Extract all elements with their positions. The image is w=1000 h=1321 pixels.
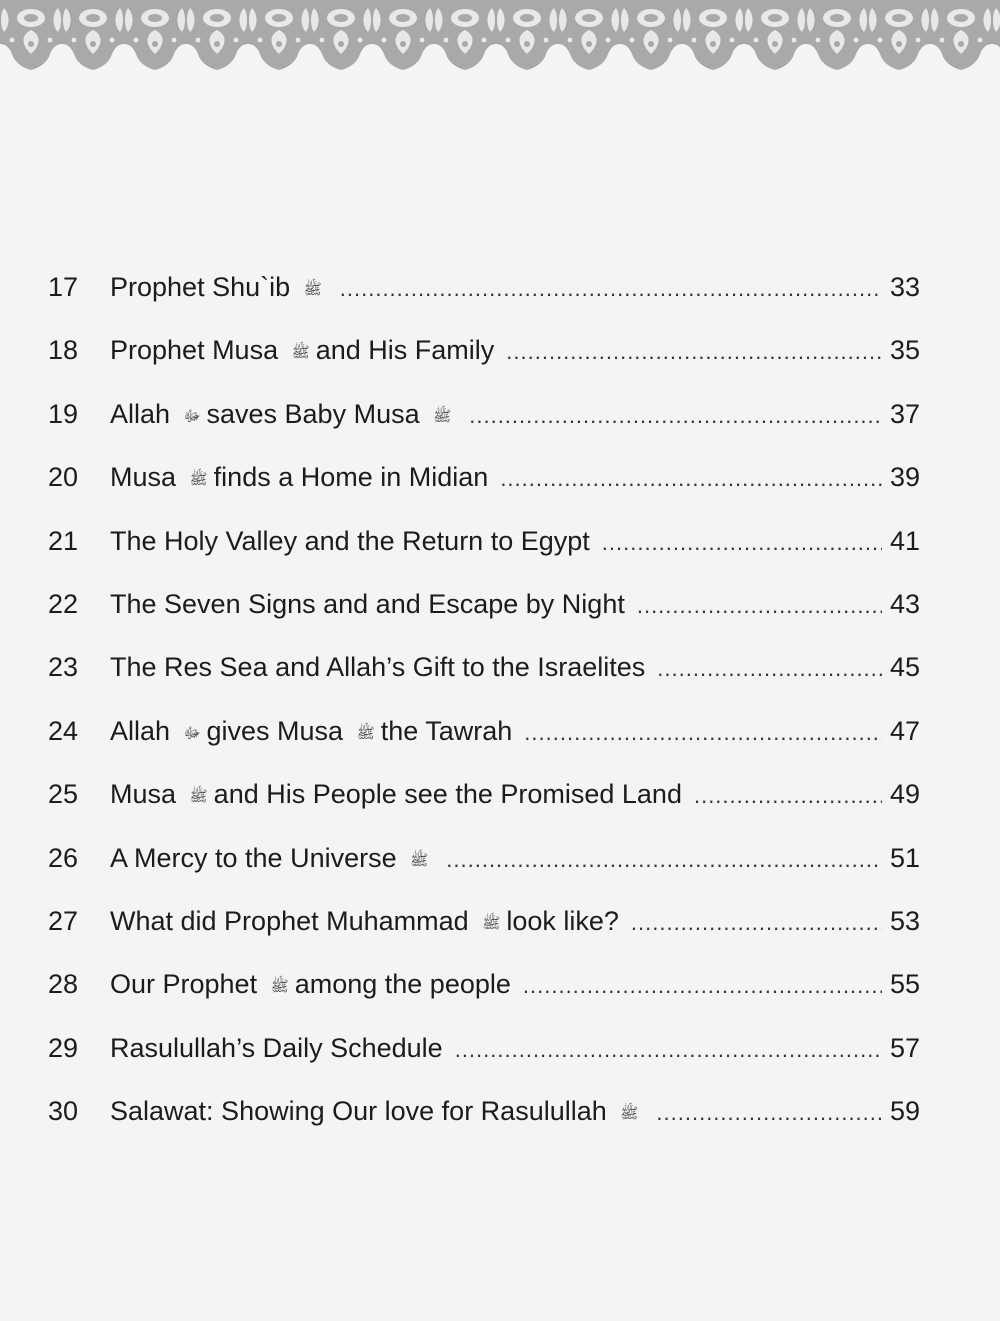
toc-entry — [48, 399, 920, 462]
entry-title — [110, 399, 457, 430]
toc-entry — [48, 462, 920, 525]
title-text: Allah — [110, 398, 171, 429]
toc-entry — [48, 843, 920, 906]
title-text: Prophet Musa — [110, 335, 279, 366]
title-text: saves Baby Musa — [206, 398, 420, 429]
entry-number: 26 — [48, 842, 79, 873]
honorific-mark: ﷻ — [183, 723, 201, 742]
toc-entry — [48, 1033, 920, 1096]
dot-leader — [637, 593, 882, 619]
honorific-mark: ﷺ — [189, 470, 208, 489]
ornamental-border — [0, 0, 1000, 80]
page-number: 47 — [889, 715, 920, 746]
honorific-mark: ﷺ — [356, 723, 375, 742]
entry-title — [110, 779, 682, 810]
toc-entry — [48, 526, 920, 589]
title-text: the Tawrah — [380, 715, 513, 746]
dot-leader — [506, 339, 882, 365]
page-number: 57 — [889, 1032, 920, 1063]
dot-leader — [657, 656, 882, 682]
page-number: 41 — [889, 525, 920, 556]
entry-title — [110, 652, 645, 683]
dot-leader — [446, 847, 882, 873]
page-number: 49 — [889, 779, 920, 810]
honorific-mark: ﷺ — [303, 280, 322, 298]
entry-title — [110, 843, 434, 874]
dot-leader — [340, 276, 882, 302]
page-number: 37 — [889, 398, 920, 429]
dot-leader — [469, 403, 882, 429]
entry-title — [110, 335, 494, 366]
page-number: 55 — [889, 969, 920, 1000]
entry-title — [110, 906, 619, 937]
title-text: Musa — [110, 779, 177, 810]
entry-number: 21 — [48, 525, 79, 556]
honorific-mark: ﷺ — [410, 850, 429, 869]
entry-title — [110, 1096, 644, 1127]
dot-leader — [656, 1100, 882, 1126]
honorific-mark: ﷺ — [620, 1104, 639, 1123]
entry-title — [110, 969, 511, 1000]
title-text: Rasulullah’s Daily Schedule — [110, 1032, 443, 1063]
toc-entry — [48, 272, 920, 335]
table-of-contents — [48, 272, 920, 1159]
title-text: gives Musa — [206, 715, 344, 746]
title-text: and His Family — [315, 335, 495, 366]
entry-number: 25 — [48, 779, 79, 810]
title-text: among the people — [294, 969, 511, 1000]
title-text: Our Prophet — [110, 969, 258, 1000]
page-number: 33 — [889, 272, 920, 302]
dot-leader — [523, 973, 882, 999]
entry-number: 19 — [48, 398, 79, 429]
toc-entry — [48, 589, 920, 652]
entry-title — [110, 1033, 443, 1064]
title-text: Allah — [110, 715, 171, 746]
entry-number: 24 — [48, 715, 79, 746]
entry-number: 17 — [48, 272, 79, 302]
title-text: Musa — [110, 462, 177, 493]
honorific-mark: ﷺ — [270, 977, 289, 996]
entry-title — [110, 716, 512, 747]
dot-leader — [524, 720, 882, 746]
toc-entry — [48, 969, 920, 1032]
title-text: Salawat: Showing Our love for Rasulullah — [110, 1096, 607, 1127]
honorific-mark: ﷺ — [189, 787, 208, 806]
dot-leader — [455, 1037, 882, 1063]
entry-number: 20 — [48, 462, 79, 493]
toc-entry — [48, 1096, 920, 1159]
page-number: 45 — [889, 652, 920, 683]
entry-number: 30 — [48, 1096, 79, 1127]
toc-entry — [48, 779, 920, 842]
entry-number: 22 — [48, 588, 79, 619]
toc-entry — [48, 716, 920, 779]
title-text: Prophet Shu`ib — [110, 272, 291, 302]
entry-title — [110, 589, 625, 620]
dot-leader — [631, 910, 882, 936]
entry-title — [110, 526, 590, 557]
entry-number: 18 — [48, 335, 79, 366]
page-number: 51 — [889, 842, 920, 873]
title-text: What did Prophet Muhammad — [110, 905, 469, 936]
page-number: 59 — [889, 1096, 920, 1127]
honorific-mark: ﷺ — [433, 406, 452, 425]
honorific-mark: ﷻ — [183, 406, 201, 425]
page-number: 39 — [889, 462, 920, 493]
toc-entry — [48, 335, 920, 398]
dot-leader — [500, 466, 882, 492]
title-text: The Seven Signs and and Escape by Night — [110, 588, 625, 619]
title-text: and His People see the Promised Land — [213, 779, 682, 810]
entry-number: 27 — [48, 905, 79, 936]
title-text: A Mercy to the Universe — [110, 842, 397, 873]
honorific-mark: ﷺ — [291, 343, 310, 362]
title-text: The Holy Valley and the Return to Egypt — [110, 525, 590, 556]
entry-title — [110, 272, 328, 303]
title-text: The Res Sea and Allah’s Gift to the Israelites — [110, 652, 646, 683]
title-text: finds a Home in Midian — [213, 462, 489, 493]
dot-leader — [602, 530, 882, 556]
entry-number: 29 — [48, 1032, 79, 1063]
toc-entry — [48, 652, 920, 715]
entry-title — [110, 462, 488, 493]
title-text: look like? — [506, 905, 619, 936]
page-number: 35 — [889, 335, 920, 366]
entry-number: 23 — [48, 652, 79, 683]
page-number: 43 — [889, 588, 920, 619]
toc-entry — [48, 906, 920, 969]
page-number: 53 — [889, 905, 920, 936]
dot-leader — [694, 783, 882, 809]
honorific-mark: ﷺ — [482, 913, 501, 932]
entry-number: 28 — [48, 969, 79, 1000]
